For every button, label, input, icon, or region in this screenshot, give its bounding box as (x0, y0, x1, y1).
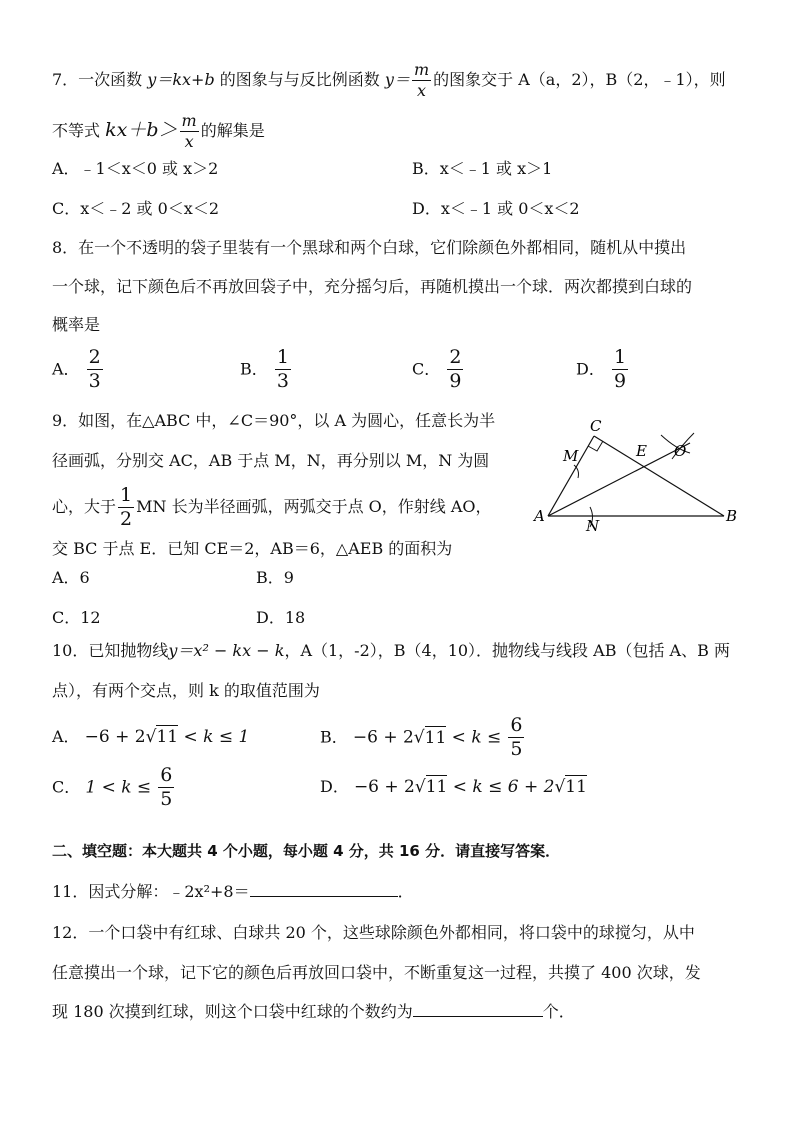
q7-points: A（a，2），B（2，﹣1），则 (518, 70, 726, 89)
label-o: O (674, 442, 687, 460)
q8-option-b-fraction: $\frac{1}{3}$ (276, 346, 289, 392)
q10-option-d: D． −6 + 2√11 < k ≤ 6 + 2√11 (320, 777, 587, 797)
q8-option-d-fraction: $\frac{1}{9}$ (613, 346, 627, 392)
q10-option-c: C． 1 < k ≤ $\frac{6}{5}$ (52, 764, 173, 810)
q10-parabola: y＝x² − kx − k (168, 641, 285, 660)
q7-inequality: kx＋b＞ (105, 119, 178, 141)
q7-option-b: B．x＜﹣1 或 x＞1 (412, 159, 553, 178)
q7-option-c: C．x＜﹣2 或 0＜x＜2 (52, 199, 220, 218)
q11-line: 11．因式分解：﹣2x²+8＝ ． (52, 882, 414, 901)
q10-line1: 10．已知抛物线y＝x² − kx − k，A（1，-2），B（4，10）．抛物线与线段 AB（包括 A、B 两 (52, 641, 730, 660)
q7-text: 不等式 (52, 121, 101, 140)
q9-line1: 9．如图，在△ABC 中，∠C＝90°，以 A 为圆心，任意长为半 (52, 411, 496, 430)
label-b: B (726, 507, 738, 525)
q8-option-b: B． $\frac{1}{3}$ (240, 346, 289, 392)
q7-text: 的解集是 (200, 121, 265, 140)
label-n: N (586, 517, 600, 535)
q7-inverse-fraction: $\frac{m}{x}$ (413, 60, 430, 100)
q8-line3: 概率是 (52, 315, 101, 334)
q9-line4: 交 BC 于点 E．已知 CE＝2，AB＝6，△AEB 的面积为 (52, 539, 453, 558)
q9-option-a: A．6 (52, 568, 90, 587)
q8-option-a-fraction: $\frac{2}{3}$ (88, 346, 101, 392)
q12-line1: 12．一个口袋中有红球、白球共 20 个，这些球除颜色外都相同，将口袋中的球搅匀，从中 (52, 923, 695, 942)
q9-half-fraction: $\frac{1}{2}$ (120, 484, 133, 530)
segment-cb (594, 436, 724, 516)
q7-text: 的图象交于 (433, 70, 514, 89)
q8-option-c-fraction: $\frac{2}{9}$ (449, 346, 462, 392)
label-c: C (590, 417, 602, 435)
q8-option-d: D． $\frac{1}{9}$ (576, 346, 627, 392)
q7-text: 的图象与与反比例函数 (219, 70, 380, 89)
q8-line1: 8．在一个不透明的袋子里装有一个黑球和两个白球，它们除颜色外都相同，随机从中摸出 (52, 238, 687, 257)
q9-line2: 径画弧，分别交 AC，AB 于点 M，N，再分别以 M，N 为圆 (52, 451, 490, 470)
q10-line2: 点），有两个交点，则 k 的取值范围为 (52, 681, 320, 700)
q7-line2 (52, 113, 265, 150)
q12-line3: 现 180 次摸到红球，则这个口袋中红球的个数约为 个． (52, 1002, 575, 1021)
q9-option-d: D．18 (256, 608, 306, 627)
q7-linear-function: y＝kx+b (147, 70, 215, 89)
q12-answer-blank[interactable] (413, 1000, 543, 1017)
q10-option-a: A． −6 + 2√11 < k ≤ 1 (52, 727, 250, 747)
q10-option-b-fraction: $\frac{6}{5}$ (510, 714, 523, 760)
q12-line2: 任意摸出一个球，记下它的颜色后再放回口袋中，不断重复这一过程，共摸了 400 次球，发 (52, 963, 701, 982)
label-m: M (563, 447, 579, 465)
q9-line3: 心，大于 $\frac{1}{2}$ MN 长为半径画弧，两弧交于点 O，作射线 AO， (52, 484, 492, 530)
q8-line2: 一个球，记下颜色后不再放回袋子中，充分摇匀后，再随机摸出一个球．两次都摸到白球的 (52, 277, 693, 296)
q8-option-a: A． $\frac{2}{3}$ (52, 346, 101, 392)
label-e: E (636, 442, 647, 460)
q7-option-d: D．x＜﹣1 或 0＜x＜2 (412, 199, 580, 218)
q9-option-b: B．9 (256, 568, 294, 587)
q7-option-a: A．﹣1＜x＜0 或 x＞2 (52, 159, 219, 178)
label-a: A (534, 507, 545, 525)
q11-answer-blank[interactable] (250, 880, 398, 897)
q10-option-b: B． −6 + 2√11 < k ≤ $\frac{6}{5}$ (320, 714, 523, 760)
q9-option-c: C．12 (52, 608, 101, 627)
q10-option-c-fraction: $\frac{6}{5}$ (160, 764, 173, 810)
arc-m (574, 465, 579, 478)
q9-triangle-figure (530, 415, 750, 535)
q7-text: 7．一次函数 (52, 70, 143, 89)
section-fill-in-title: 二、填空题：本大题共 4 个小题，每小题 4 分，共 16 分．请直接写答案． (52, 842, 561, 860)
q8-option-c: C． $\frac{2}{9}$ (412, 346, 462, 392)
q7-inverse-function-lhs: y＝ (384, 70, 410, 89)
q7-line1 (52, 62, 726, 99)
q7-inequality-fraction: $\frac{m}{x}$ (181, 111, 197, 151)
